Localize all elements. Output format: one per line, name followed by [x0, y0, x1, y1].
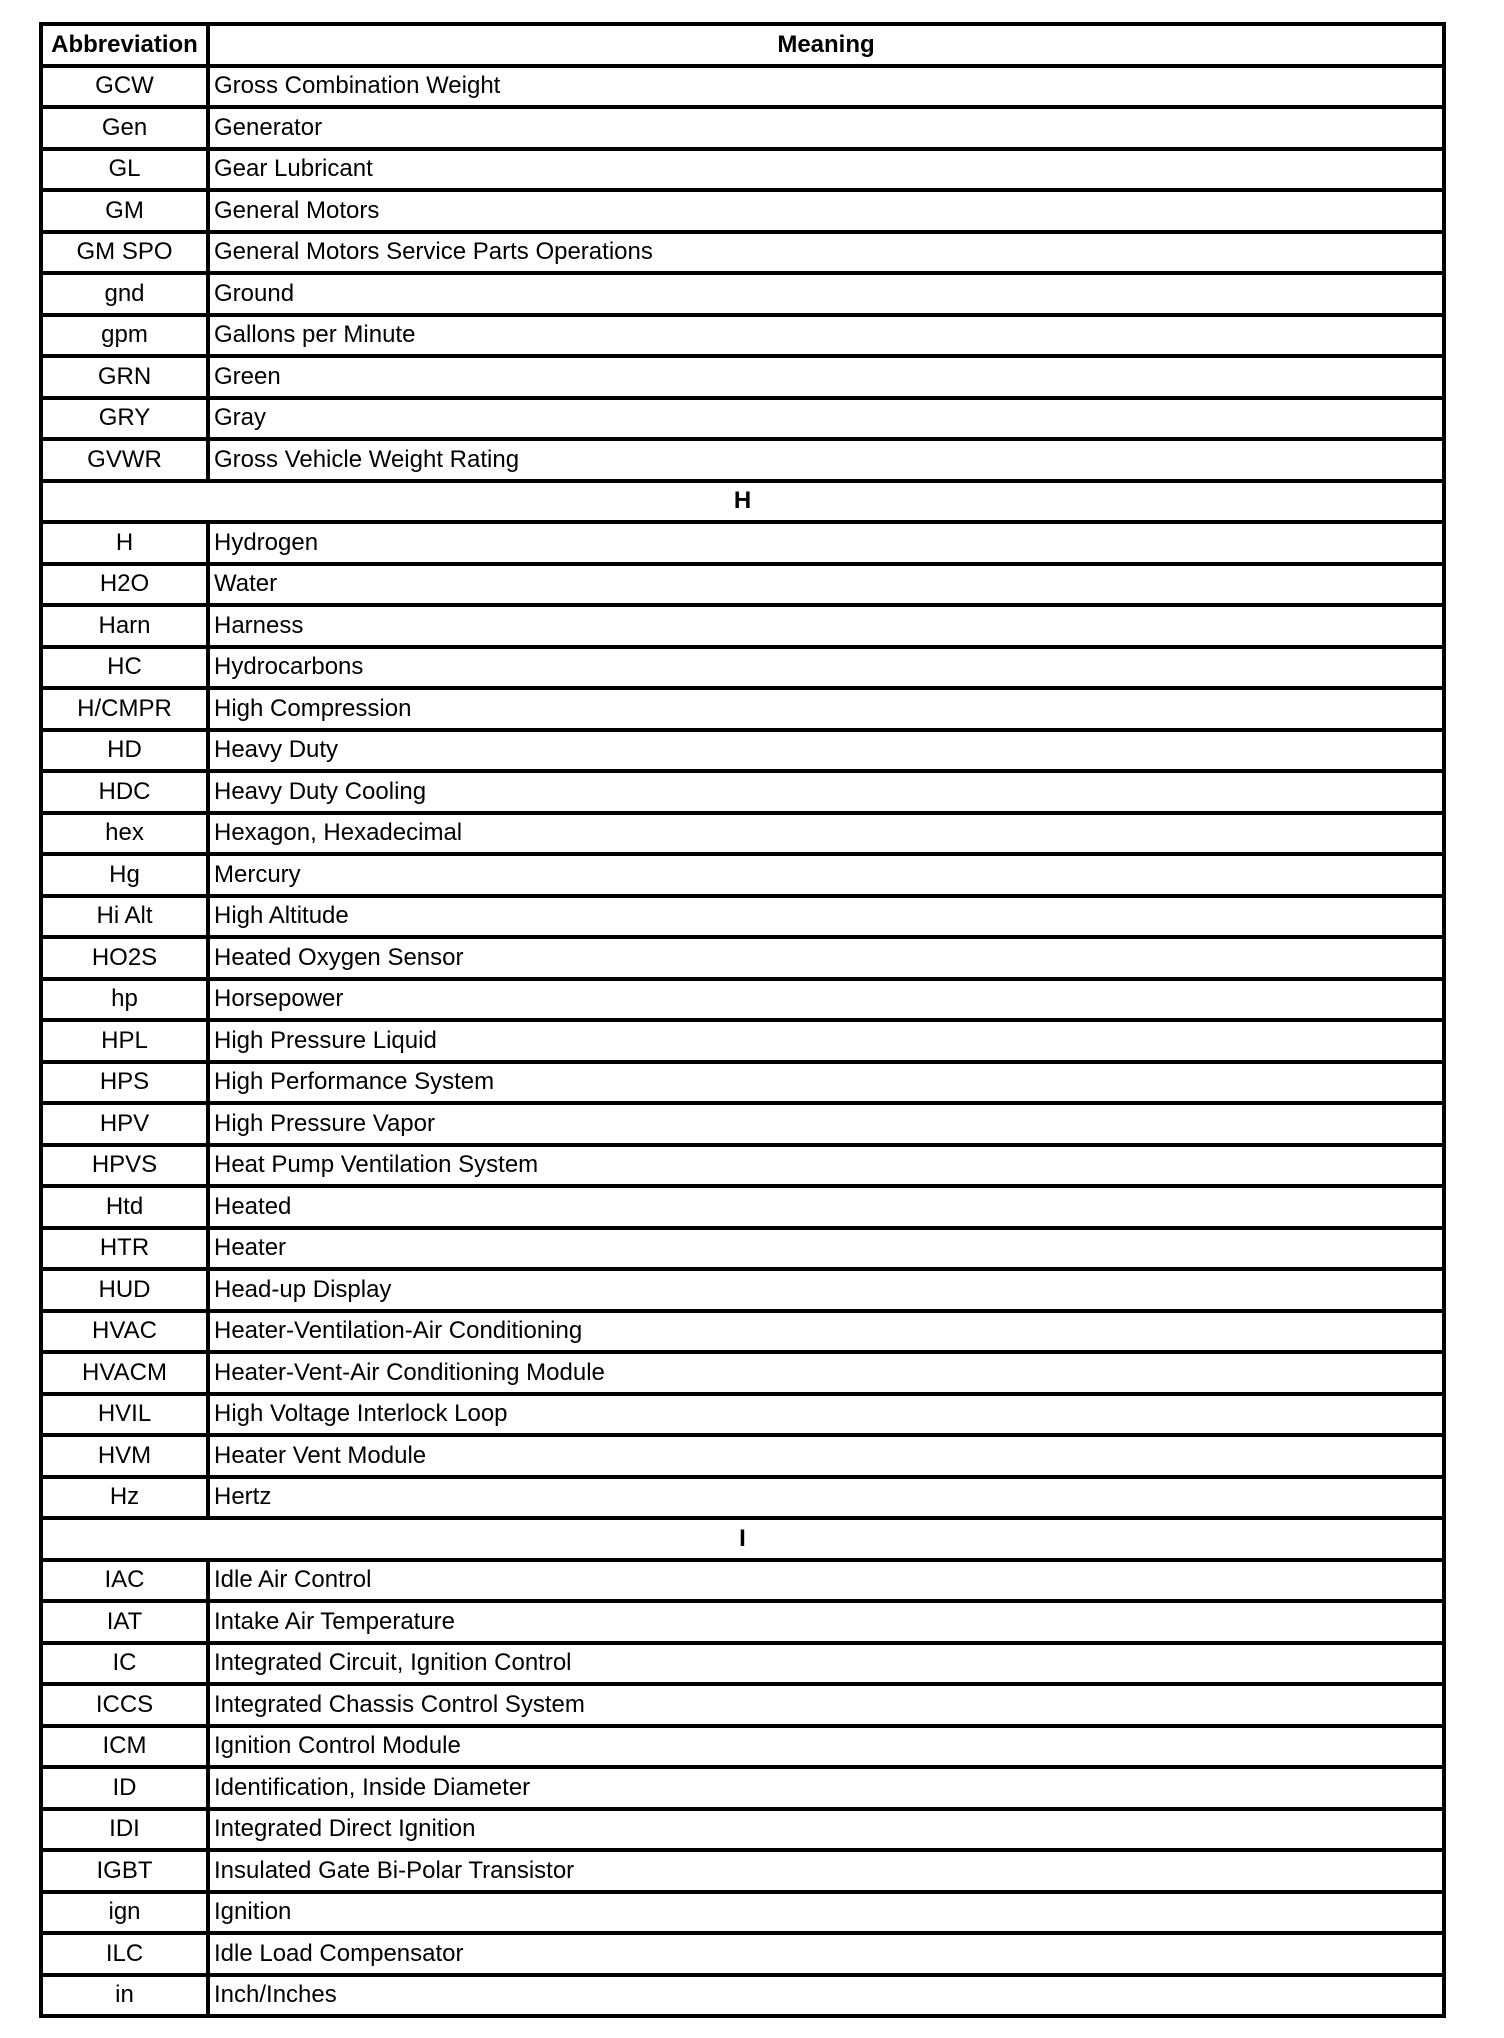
table-row [41, 149, 1444, 191]
abbreviation-cell: HC [41, 647, 208, 689]
abbreviation-cell: HD [41, 730, 208, 772]
abbreviation-cell: Harn [41, 605, 208, 647]
meaning-cell: Head-up Display [208, 1269, 1444, 1311]
abbreviation-cell: GCW [41, 66, 208, 108]
table-row [41, 1684, 1444, 1726]
meaning-cell: Heater Vent Module [208, 1435, 1444, 1477]
table-row [41, 1601, 1444, 1643]
abbreviation-cell: H/CMPR [41, 688, 208, 730]
table-row [41, 979, 1444, 1021]
abbreviation-cell: gpm [41, 315, 208, 357]
meaning-cell: Ground [208, 273, 1444, 315]
abbreviation-cell: ICM [41, 1726, 208, 1768]
meaning-cell: Water [208, 564, 1444, 606]
table-header-row [41, 24, 1444, 66]
abbreviation-cell: Hz [41, 1477, 208, 1519]
table-row [41, 1850, 1444, 1892]
table-row [41, 190, 1444, 232]
table-row [41, 315, 1444, 357]
table-row [41, 107, 1444, 149]
meaning-cell: Heavy Duty [208, 730, 1444, 772]
meaning-cell: Gross Combination Weight [208, 66, 1444, 108]
meaning-cell: Heated [208, 1186, 1444, 1228]
meaning-cell: Inch/Inches [208, 1975, 1444, 2017]
table-row [41, 564, 1444, 606]
abbreviation-cell: in [41, 1975, 208, 2017]
table-row [41, 896, 1444, 938]
abbreviation-cell: HVAC [41, 1311, 208, 1353]
meaning-cell: Hertz [208, 1477, 1444, 1519]
table-row [41, 1103, 1444, 1145]
table-row [41, 1020, 1444, 1062]
abbreviation-cell: ICCS [41, 1684, 208, 1726]
table-row [41, 398, 1444, 440]
meaning-column-header: Meaning [208, 24, 1444, 66]
table-row [41, 688, 1444, 730]
abbreviation-cell: IAT [41, 1601, 208, 1643]
table-row [41, 937, 1444, 979]
abbreviation-cell: IGBT [41, 1850, 208, 1892]
meaning-cell: Generator [208, 107, 1444, 149]
meaning-cell: High Performance System [208, 1062, 1444, 1104]
meaning-cell: Heater-Ventilation-Air Conditioning [208, 1311, 1444, 1353]
table-row [41, 1477, 1444, 1519]
abbreviation-cell: GRY [41, 398, 208, 440]
abbreviation-cell: HVM [41, 1435, 208, 1477]
abbreviation-cell: hp [41, 979, 208, 1021]
meaning-cell: Heat Pump Ventilation System [208, 1145, 1444, 1187]
abbreviation-cell: IC [41, 1643, 208, 1685]
table-row [41, 1145, 1444, 1187]
table-row [41, 1394, 1444, 1436]
meaning-cell: Ignition [208, 1892, 1444, 1934]
table-row [41, 1352, 1444, 1394]
abbreviation-cell: GVWR [41, 439, 208, 481]
meaning-cell: Gear Lubricant [208, 149, 1444, 191]
meaning-cell: Green [208, 356, 1444, 398]
meaning-cell: Identification, Inside Diameter [208, 1767, 1444, 1809]
abbreviation-cell: HPV [41, 1103, 208, 1145]
table-row [41, 1767, 1444, 1809]
table-row [41, 1809, 1444, 1851]
table-row [41, 273, 1444, 315]
abbreviation-cell: HPVS [41, 1145, 208, 1187]
table-row [41, 1311, 1444, 1353]
meaning-cell: High Altitude [208, 896, 1444, 938]
meaning-cell: General Motors [208, 190, 1444, 232]
meaning-cell: Integrated Circuit, Ignition Control [208, 1643, 1444, 1685]
table-row [41, 813, 1444, 855]
abbreviation-cell: Hi Alt [41, 896, 208, 938]
table-row [41, 1228, 1444, 1270]
meaning-cell: Hexagon, Hexadecimal [208, 813, 1444, 855]
abbreviation-cell: gnd [41, 273, 208, 315]
meaning-cell: Gross Vehicle Weight Rating [208, 439, 1444, 481]
abbreviation-column-header: Abbreviation [41, 24, 208, 66]
meaning-cell: Hydrogen [208, 522, 1444, 564]
abbreviation-cell: hex [41, 813, 208, 855]
abbreviation-cell: HDC [41, 771, 208, 813]
table-row [41, 1435, 1444, 1477]
meaning-cell: Hydrocarbons [208, 647, 1444, 689]
table-body [41, 66, 1444, 2017]
abbreviation-cell: GM [41, 190, 208, 232]
meaning-cell: High Voltage Interlock Loop [208, 1394, 1444, 1436]
table-row [41, 1892, 1444, 1934]
table-row [41, 1975, 1444, 2017]
table-row [41, 522, 1444, 564]
abbreviation-cell: HTR [41, 1228, 208, 1270]
meaning-cell: Heater-Vent-Air Conditioning Module [208, 1352, 1444, 1394]
abbreviation-cell: IAC [41, 1560, 208, 1602]
table-row [41, 439, 1444, 481]
table-row [41, 1933, 1444, 1975]
abbreviation-cell: HUD [41, 1269, 208, 1311]
table-row [41, 1062, 1444, 1104]
meaning-cell: Gallons per Minute [208, 315, 1444, 357]
meaning-cell: Integrated Direct Ignition [208, 1809, 1444, 1851]
abbreviation-cell: Hg [41, 854, 208, 896]
meaning-cell: Ignition Control Module [208, 1726, 1444, 1768]
meaning-cell: General Motors Service Parts Operations [208, 232, 1444, 274]
meaning-cell: Harness [208, 605, 1444, 647]
abbreviation-cell: H [41, 522, 208, 564]
abbreviation-cell: Htd [41, 1186, 208, 1228]
meaning-cell: Heated Oxygen Sensor [208, 937, 1444, 979]
section-heading: H [41, 481, 1444, 523]
section-row [41, 481, 1444, 523]
table-row [41, 1560, 1444, 1602]
meaning-cell: High Pressure Vapor [208, 1103, 1444, 1145]
table-row [41, 605, 1444, 647]
meaning-cell: Intake Air Temperature [208, 1601, 1444, 1643]
section-row [41, 1518, 1444, 1560]
abbreviation-cell: IDI [41, 1809, 208, 1851]
abbreviation-cell: HPS [41, 1062, 208, 1104]
meaning-cell: Horsepower [208, 979, 1444, 1021]
table-row [41, 771, 1444, 813]
abbreviation-cell: ILC [41, 1933, 208, 1975]
abbreviation-cell: HVACM [41, 1352, 208, 1394]
table-row [41, 66, 1444, 108]
table-row [41, 356, 1444, 398]
abbreviation-cell: HO2S [41, 937, 208, 979]
table-row [41, 232, 1444, 274]
meaning-cell: Mercury [208, 854, 1444, 896]
table-row [41, 1643, 1444, 1685]
abbreviation-cell: HVIL [41, 1394, 208, 1436]
meaning-cell: Idle Air Control [208, 1560, 1444, 1602]
meaning-cell: Idle Load Compensator [208, 1933, 1444, 1975]
abbreviation-cell: HPL [41, 1020, 208, 1062]
abbreviation-cell: Gen [41, 107, 208, 149]
table-row [41, 730, 1444, 772]
table-row [41, 1186, 1444, 1228]
section-heading: I [41, 1518, 1444, 1560]
meaning-cell: Insulated Gate Bi-Polar Transistor [208, 1850, 1444, 1892]
meaning-cell: High Compression [208, 688, 1444, 730]
meaning-cell: Gray [208, 398, 1444, 440]
table-row [41, 854, 1444, 896]
meaning-cell: High Pressure Liquid [208, 1020, 1444, 1062]
abbreviation-cell: GL [41, 149, 208, 191]
abbreviation-cell: ign [41, 1892, 208, 1934]
table-row [41, 1269, 1444, 1311]
meaning-cell: Heavy Duty Cooling [208, 771, 1444, 813]
table-row [41, 1726, 1444, 1768]
abbreviation-cell: GRN [41, 356, 208, 398]
meaning-cell: Integrated Chassis Control System [208, 1684, 1444, 1726]
table-row [41, 647, 1444, 689]
abbreviation-cell: ID [41, 1767, 208, 1809]
abbreviation-cell: H2O [41, 564, 208, 606]
meaning-cell: Heater [208, 1228, 1444, 1270]
abbreviation-cell: GM SPO [41, 232, 208, 274]
abbreviation-table [39, 22, 1446, 2018]
